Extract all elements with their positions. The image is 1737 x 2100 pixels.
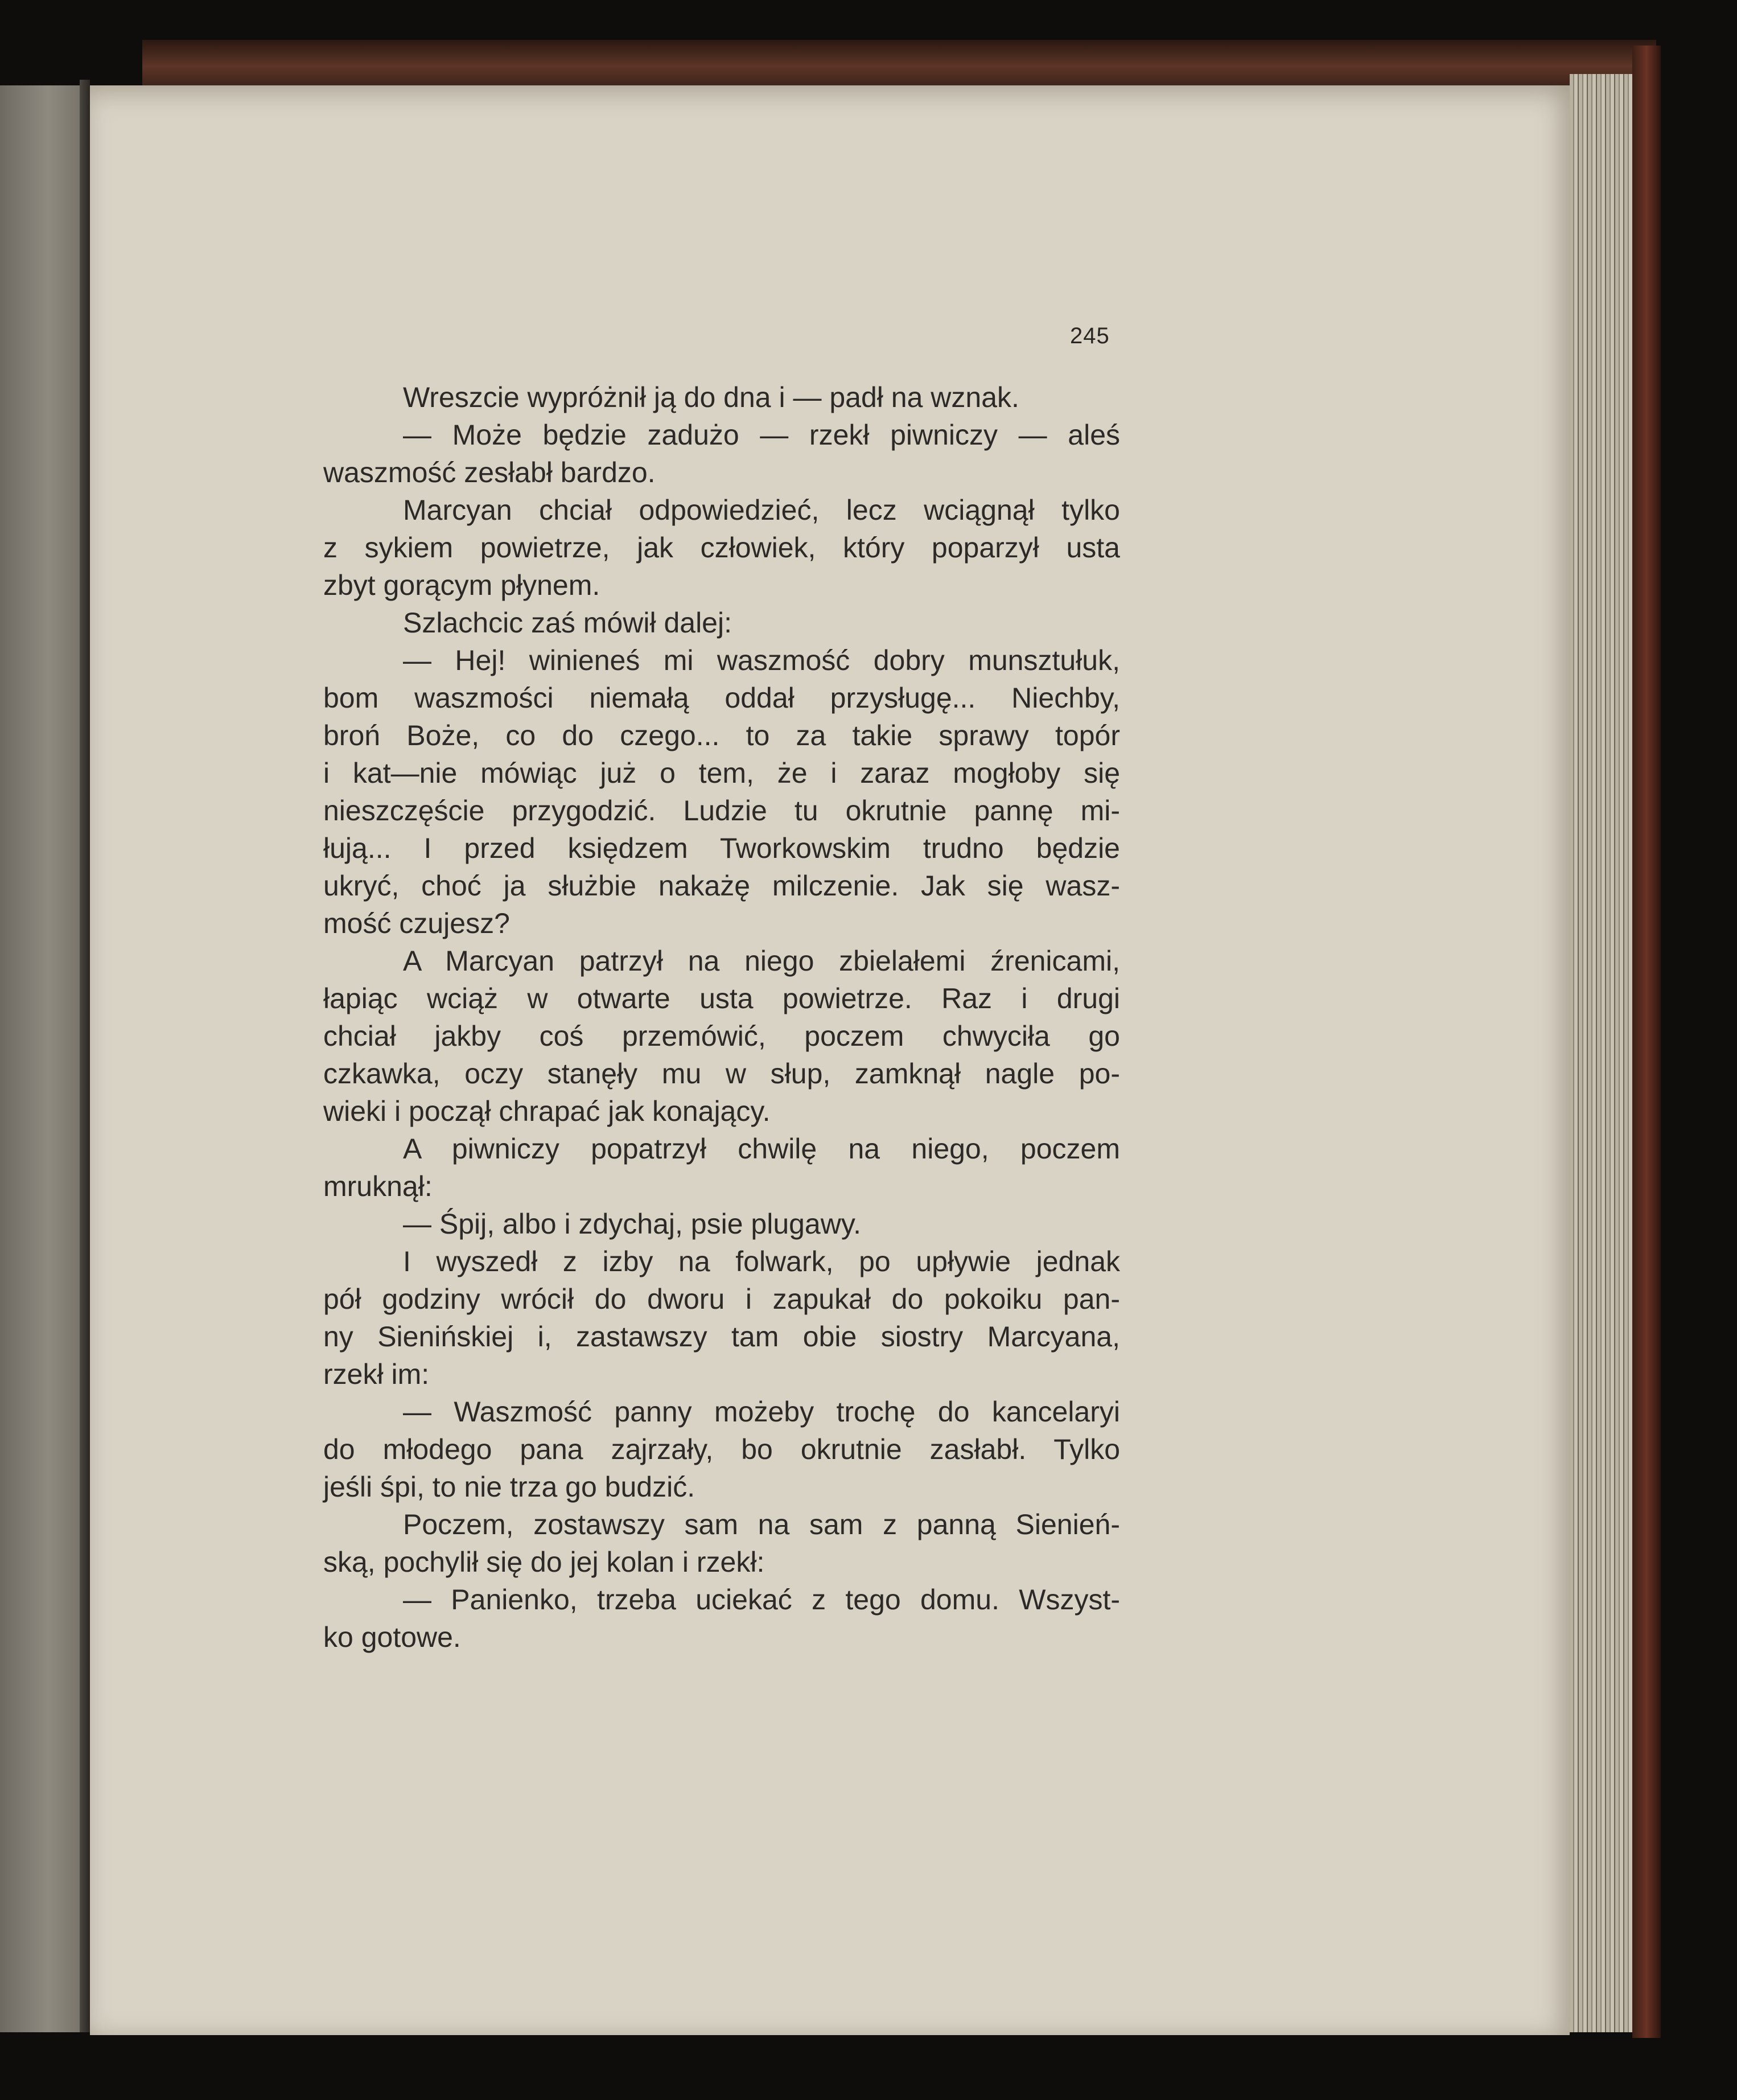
text-line: broń Boże, co do czego... to za takie sprawy topór <box>323 720 1120 751</box>
text-line: z sykiem powietrze, jak człowiek, który poparzył usta <box>323 532 1120 564</box>
paragraph <box>323 1506 1120 1581</box>
paragraph <box>323 604 1120 642</box>
book-cover-edge <box>1632 46 1661 2038</box>
text-line: zbyt gorącym płynem. <box>323 569 600 601</box>
text-line: łapiąc wciąż w otwarte usta powietrze. Raz i drugi <box>323 983 1120 1014</box>
text-line: mość czujesz? <box>323 907 510 939</box>
text-line: — Panienko, trzeba uciekać z tego domu. Wszyst- <box>403 1584 1120 1616</box>
text-line: do młodego pana zajrzały, bo okrutnie zasłabł. Tylko <box>323 1433 1120 1465</box>
paragraph <box>323 942 1120 1130</box>
paragraph <box>323 416 1120 491</box>
text-line: i kat—nie mówiąc już o tem, że i zaraz mogłoby się <box>323 757 1120 789</box>
paragraph <box>323 1581 1120 1656</box>
book-gutter <box>80 80 90 2032</box>
text-line: waszmość zesłabł bardzo. <box>323 457 656 488</box>
text-line: mruknął: <box>323 1170 433 1202</box>
book-cover-top <box>142 40 1656 88</box>
text-line: — Hej! winieneś mi waszmość dobry munsztułuk, <box>403 644 1120 676</box>
paragraph <box>323 1393 1120 1506</box>
text-line: Poczem, zostawszy sam na sam z panną Sienień- <box>403 1509 1120 1540</box>
paragraph <box>323 491 1120 604</box>
paragraph <box>323 1205 1120 1243</box>
text-line: — Śpij, albo i zdychaj, psie plugawy. <box>403 1208 862 1240</box>
text-line: chciał jakby coś przemówić, poczem chwyciła go <box>323 1020 1120 1052</box>
paragraph <box>323 642 1120 942</box>
text-line: Marcyan chciał odpowiedzieć, lecz wciągnął tylko <box>403 494 1120 526</box>
text-line: — Może będzie zadużo — rzekł piwniczy — aleś <box>403 419 1120 451</box>
text-line: I wyszedł z izby na folwark, po upływie jednak <box>403 1246 1120 1277</box>
text-line: czkawka, oczy stanęły mu w słup, zamknął nagle po- <box>323 1058 1120 1090</box>
paragraph <box>323 1243 1120 1393</box>
page-text <box>323 379 1120 1656</box>
text-line: — Waszmość panny możeby trochę do kancelaryi <box>403 1396 1120 1428</box>
text-line: nieszczęście przygodzić. Ludzie tu okrutnie pannę mi- <box>323 795 1120 827</box>
paragraph <box>323 379 1120 416</box>
page-number: 245 <box>1070 323 1110 348</box>
facing-page-edge <box>0 85 80 2032</box>
text-line: A piwniczy popatrzył chwilę na niego, poczem <box>403 1133 1120 1165</box>
text-line: Szlachcic zaś mówił dalej: <box>403 607 732 639</box>
text-line: pół godziny wrócił do dworu i zapukał do pokoiku pan- <box>323 1283 1120 1315</box>
paragraph <box>323 1130 1120 1205</box>
text-line: Wreszcie wypróżnił ją do dna i — padł na wznak. <box>403 381 1019 413</box>
text-line: ukryć, choć ja służbie nakażę milczenie. Jak się wasz- <box>323 870 1120 902</box>
text-line: ny Sienińskiej i, zastawszy tam obie siostry Marcyana, <box>323 1321 1120 1353</box>
text-line: ską, pochylił się do jej kolan i rzekł: <box>323 1546 765 1578</box>
text-line: jeśli śpi, to nie trza go budzić. <box>323 1471 695 1503</box>
text-line: łują... I przed księdzem Tworkowskim trudno będzie <box>323 832 1120 864</box>
text-line: wieki i począł chrapać jak konający. <box>323 1095 771 1127</box>
text-line: ko gotowe. <box>323 1621 461 1653</box>
text-line: rzekł im: <box>323 1358 430 1390</box>
text-line: A Marcyan patrzył na niego zbielałemi źrenicami, <box>403 945 1120 977</box>
page-stack-edges <box>1570 74 1632 2032</box>
text-line: bom waszmości niemałą oddał przysługę... Niechby, <box>323 682 1120 714</box>
